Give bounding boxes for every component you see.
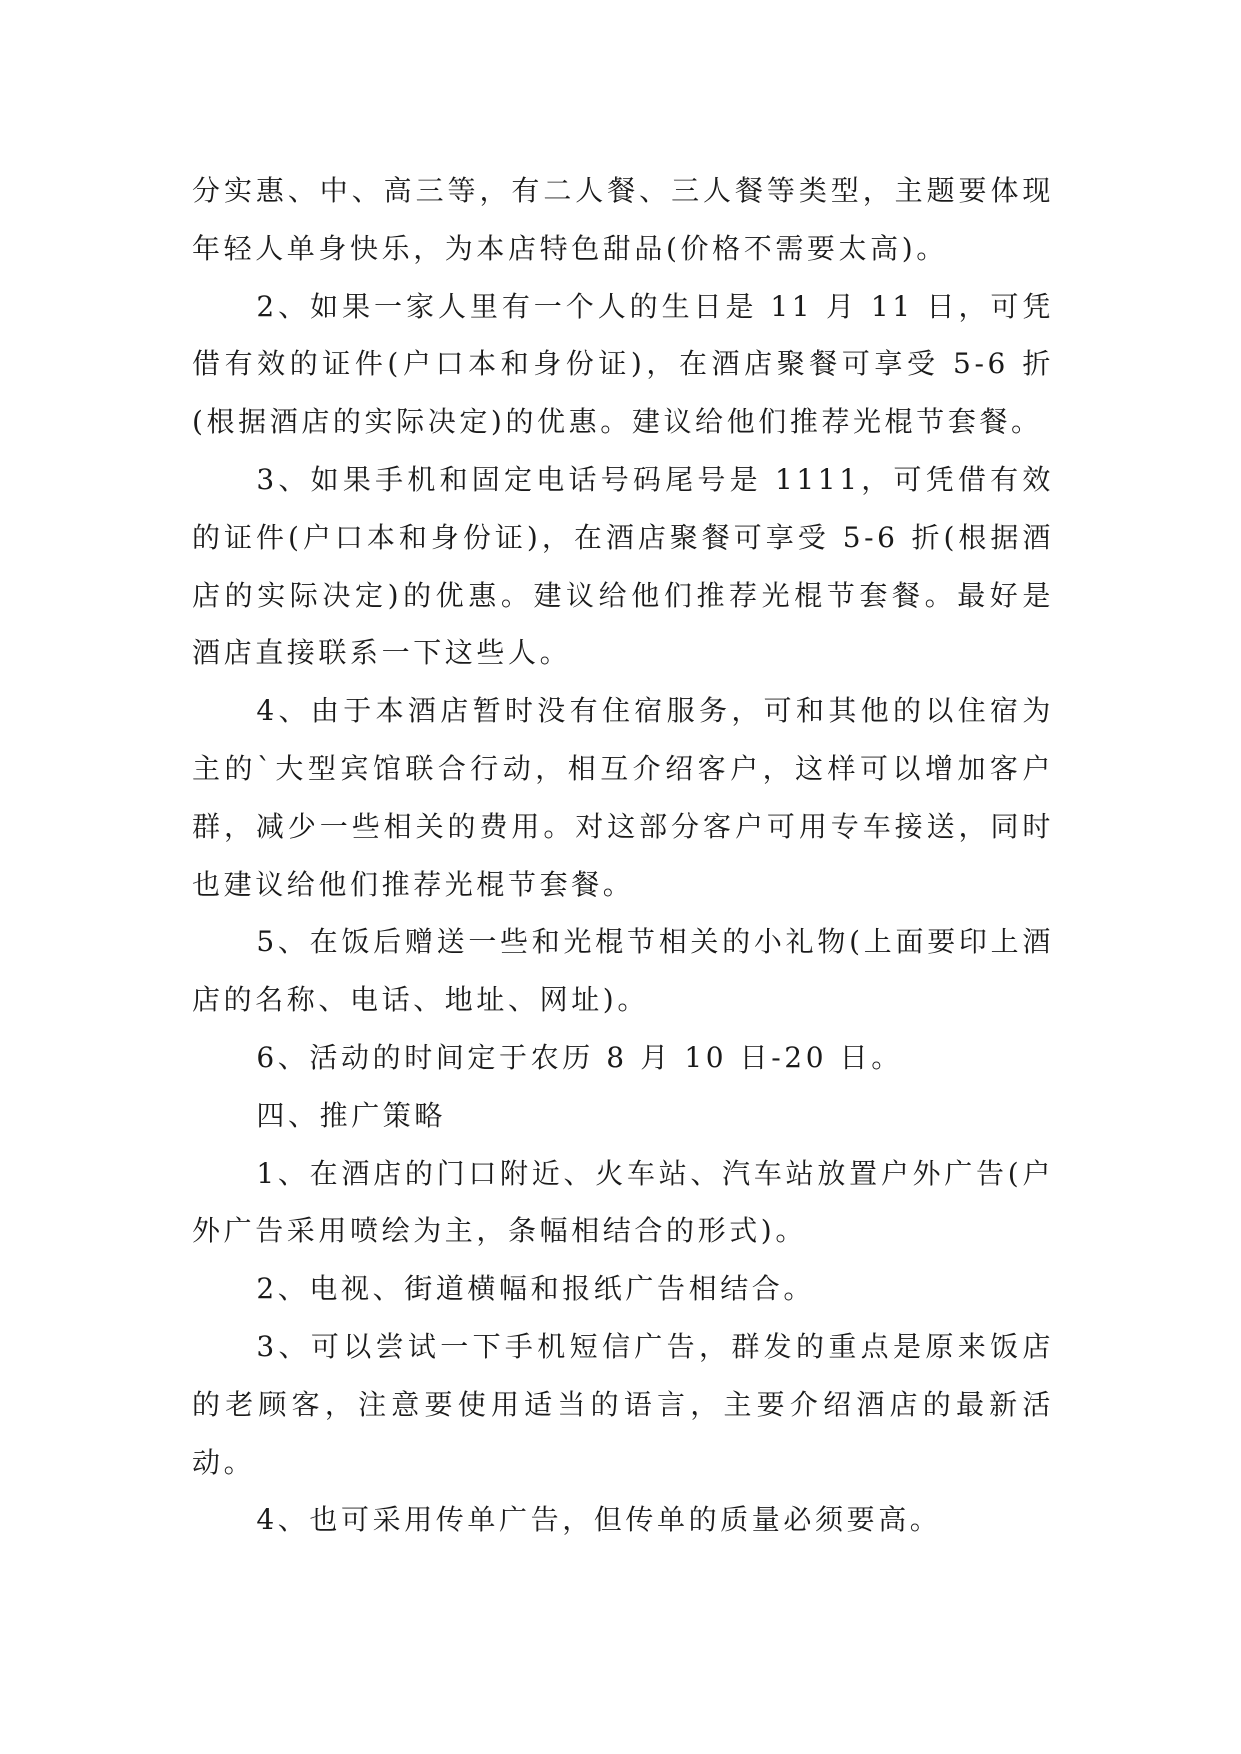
paragraph-item-4-hotel-partnership: 4、由于本酒店暂时没有住宿服务，可和其他的以住宿为主的`大型宾馆联合行动，相互介绍客户，这样可以增加客户群，减少一些相关的费用。对这部分客户可用专车接送，同时也建议给他们推荐光棍节套餐。 bbox=[192, 694, 1054, 901]
paragraph-strategy-3-sms-ads: 3、可以尝试一下手机短信广告，群发的重点是原来饭店的老顾客，注意要使用适当的语言，主要介绍酒店的最新活动。 bbox=[192, 1329, 1054, 1479]
document-body bbox=[192, 162, 1054, 1549]
paragraph-strategy-4-flyers: 4、也可采用传单广告，但传单的质量必须要高。 bbox=[256, 1503, 942, 1537]
paragraph-strategy-2-media-ads: 2、电视、街道横幅和报纸广告相结合。 bbox=[256, 1272, 816, 1306]
paragraph-strategy-1-outdoor-ads: 1、在酒店的门口附近、火车站、汽车站放置户外广告(户外广告采用喷绘为主，条幅相结合的形式)。 bbox=[192, 1156, 1054, 1248]
paragraph-item-2-birthday: 2、如果一家人里有一个人的生日是 11 月 11 日，可凭借有效的证件(户口本和身份证)，在酒店聚餐可享受 5-6 折(根据酒店的实际决定)的优惠。建议给他们推荐光棍节套餐。 bbox=[192, 289, 1054, 439]
paragraph-item-3-phone-number: 3、如果手机和固定电话号码尾号是 1111，可凭借有效的证件(户口本和身份证)，在酒店聚餐可享受 5-6 折(根据酒店的实际决定)的优惠。建议给他们推荐光棍节套餐。最好是酒店直接联系一下这些人。 bbox=[192, 462, 1054, 670]
section-heading-promotion-strategy: 四、推广策略 bbox=[256, 1098, 446, 1132]
paragraph-continuation: 分实惠、中、高三等，有二人餐、三人餐等类型，主题要体现年轻人单身快乐，为本店特色甜品(价格不需要太高)。 bbox=[192, 174, 1054, 265]
paragraph-item-6-schedule: 6、活动的时间定于农历 8 月 10 日-20 日。 bbox=[256, 1040, 903, 1074]
paragraph-item-5-gifts: 5、在饭后赠送一些和光棍节相关的小礼物(上面要印上酒店的名称、电话、地址、网址)。 bbox=[192, 925, 1054, 1017]
